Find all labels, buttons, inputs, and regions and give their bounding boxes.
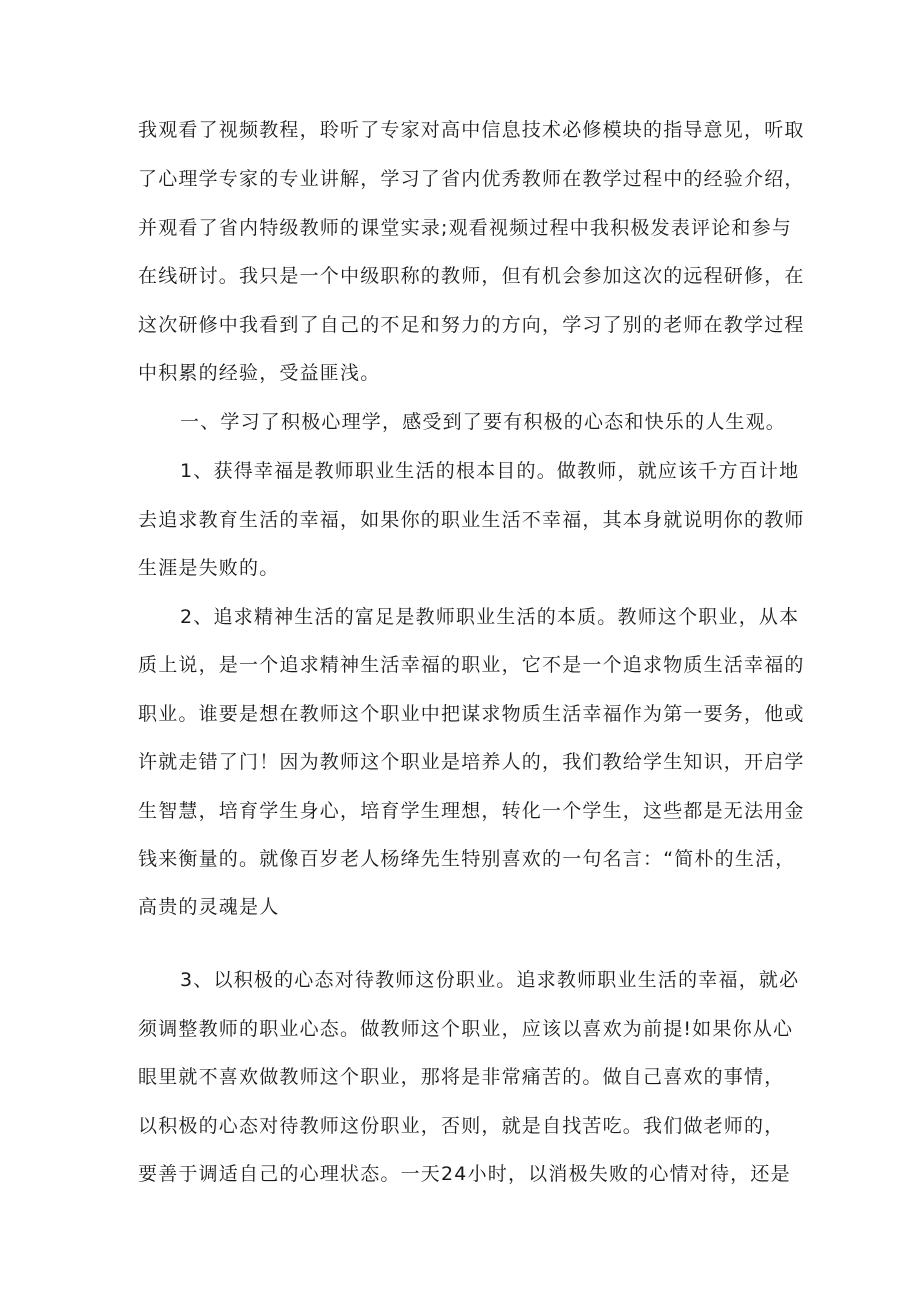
text-line: 了心理学专家的专业讲解，学习了省内优秀教师在教学过程中的经验介绍，	[138, 168, 805, 190]
text-line: 中积累的经验，受益匪浅。	[138, 362, 381, 384]
text-line: 高贵的灵魂是人	[138, 896, 280, 918]
text-line: 我观看了视频教程，聆听了专家对高中信息技术必修模块的指导意见，听取	[138, 119, 805, 141]
text-line: 去追求教育生活的幸福，如果你的职业生活不幸福，其本身就说明你的教师	[138, 509, 805, 531]
text-line: 要善于调适自己的心理状态。一天24小时，以消极失败的心情对待，还是	[138, 1163, 791, 1185]
text-line: 1、获得幸福是教师职业生活的根本目的。做教师，就应该千方百计地	[180, 460, 800, 482]
text-line: 眼里就不喜欢做教师这个职业，那将是非常痛苦的。做自己喜欢的事情，	[138, 1066, 785, 1088]
text-line: 质上说，是一个追求精神生活幸福的职业，它不是一个追求物质生活幸福的	[138, 654, 805, 676]
text-line: 并观看了省内特级教师的课堂实录;观看视频过程中我积极发表评论和参与	[138, 217, 793, 239]
text-line: 生智慧，培育学生身心，培育学生理想，转化一个学生，这些都是无法用金	[138, 800, 805, 822]
text-line: 这次研修中我看到了自己的不足和努力的方向，学习了别的老师在教学过程	[138, 314, 805, 336]
text-line: 生涯是失败的。	[138, 557, 280, 579]
text-line: 3、以积极的心态对待教师这份职业。追求教师职业生活的幸福，就必	[180, 969, 800, 991]
text-line: 以积极的心态对待教师这份职业，否则，就是自找苦吃。我们做老师的，	[138, 1115, 785, 1137]
text-line: 在线研讨。我只是一个中级职称的教师，但有机会参加这次的远程研修，在	[138, 265, 805, 287]
text-line: 2、追求精神生活的富足是教师职业生活的本质。教师这个职业，从本	[180, 606, 800, 628]
text-line: 许就走错了门！因为教师这个职业是培养人的，我们教给学生知识，开启学	[138, 751, 805, 773]
section-heading: 一、学习了积极心理学，感受到了要有积极的心态和快乐的人生观。	[180, 411, 787, 433]
text-line: 须调整教师的职业心态。做教师这个职业，应该以喜欢为前提!如果你从心	[138, 1018, 794, 1040]
text-line: 职业。谁要是想在教师这个职业中把谋求物质生活幸福作为第一要务，他或	[138, 703, 805, 725]
text-line: 钱来衡量的。就像百岁老人杨绛先生特别喜欢的一句名言：“简朴的生活，	[138, 848, 796, 870]
